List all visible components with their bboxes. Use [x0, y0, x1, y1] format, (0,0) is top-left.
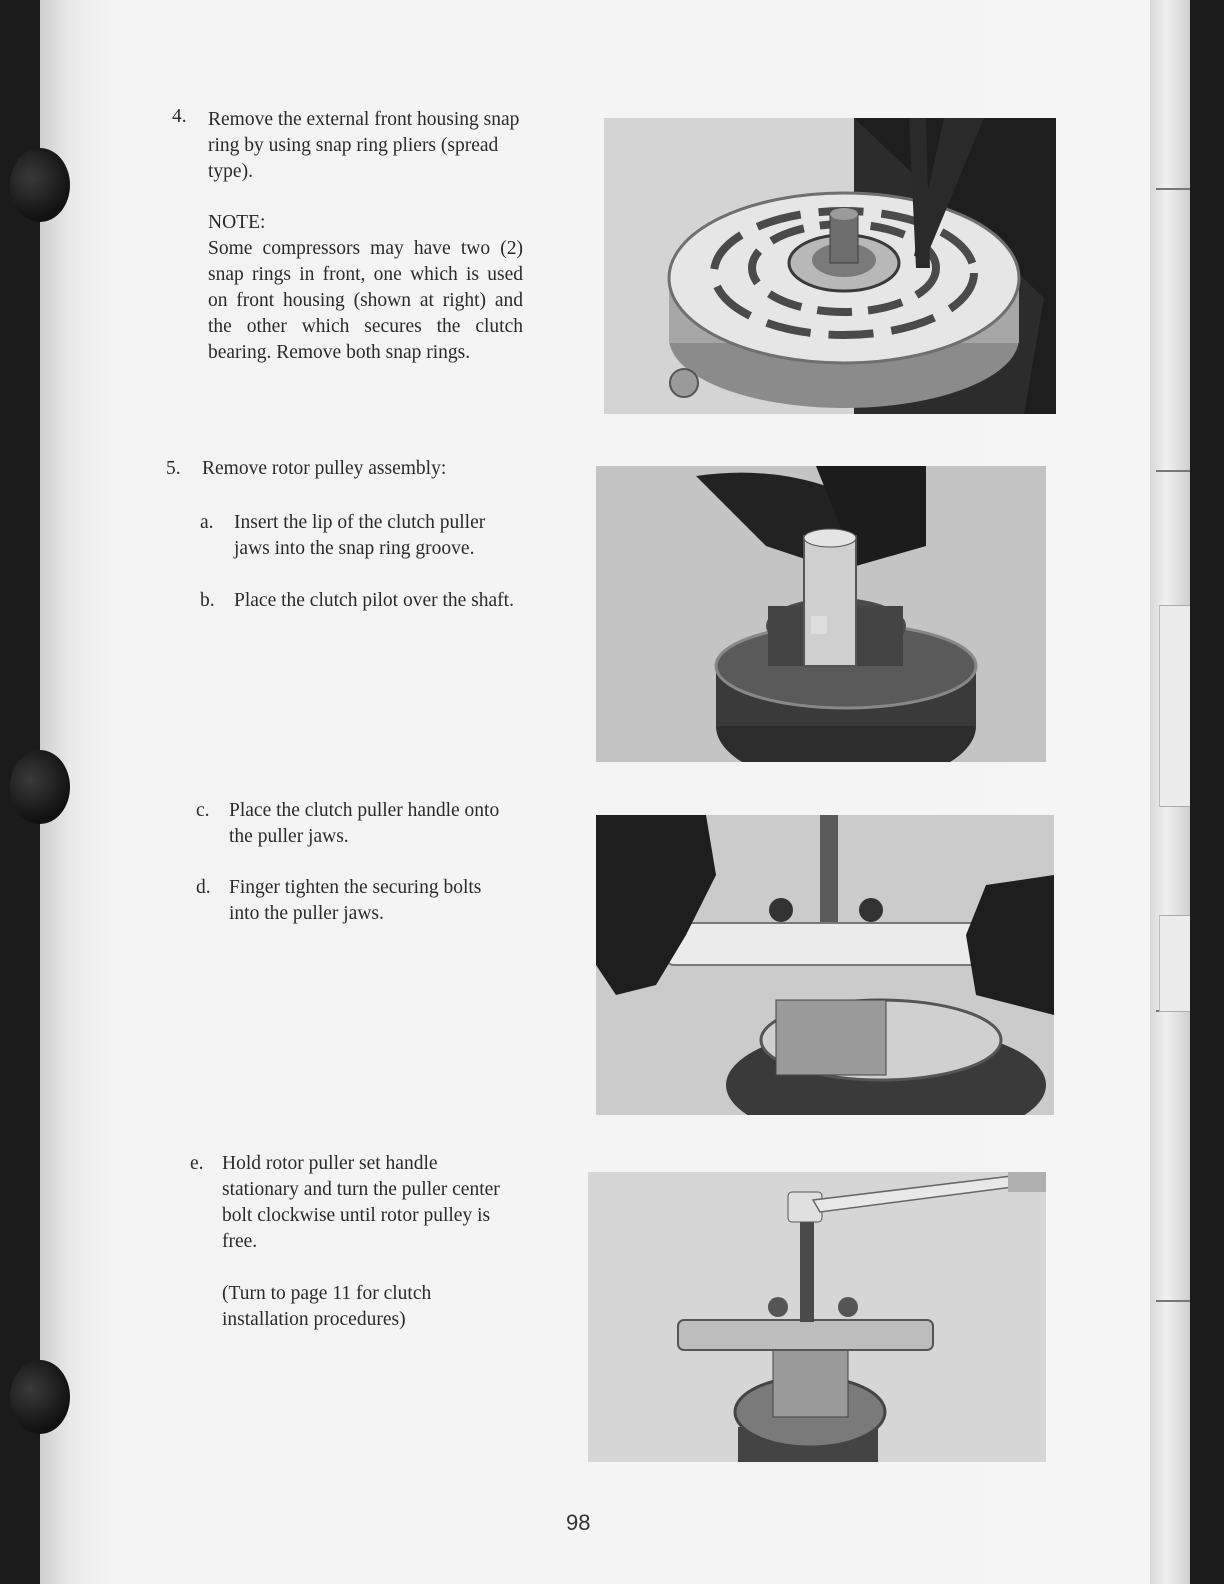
substep-a-letter: a.	[200, 512, 214, 533]
substep-d-letter: d.	[196, 877, 211, 898]
puller-jaws-pilot-photo	[596, 466, 1046, 762]
substep-e-note: (Turn to page 11 for clutch installation procedures)	[222, 1283, 432, 1330]
page-divider	[1156, 1300, 1190, 1302]
page-divider	[1156, 188, 1190, 190]
substep-b-letter: b.	[200, 590, 215, 611]
step-5-text: Remove rotor pulley assembly:	[202, 458, 447, 479]
substep-a-text: Insert the lip of the clutch puller jaws into the snap ring groove.	[234, 512, 486, 559]
puller-handle-photo	[596, 815, 1054, 1115]
index-tab[interactable]	[1159, 605, 1190, 807]
note-text: Some compressors may have two (2) snap rings in front, one which is used on front housing (shown at right) and the other which secures the clutch bearing. Remove both snap rings.	[208, 238, 523, 363]
substep-b-text: Place the clutch pilot over the shaft.	[234, 590, 514, 611]
step-4-text: Remove the external front housing snap ring by using snap ring pliers (spread type).	[208, 109, 520, 182]
substep-e-letter: e.	[190, 1153, 204, 1174]
substep-d-text: Finger tighten the securing bolts into the puller jaws.	[229, 877, 482, 924]
index-tab[interactable]	[1159, 915, 1190, 1012]
substep-c-text: Place the clutch puller handle onto the puller jaws.	[229, 800, 500, 847]
snap-ring-pliers-photo	[604, 118, 1056, 414]
step-5-number: 5.	[166, 458, 181, 479]
substep-e-text: Hold rotor puller set handle stationary and turn the puller center bolt clockwise until rotor pulley is free.	[222, 1153, 500, 1252]
binder-hole	[10, 750, 70, 824]
binder-hole	[10, 1360, 70, 1434]
page-divider	[1156, 470, 1190, 472]
ratchet-center-bolt-photo	[588, 1172, 1046, 1462]
step-4-number: 4.	[172, 106, 187, 127]
substep-c-letter: c.	[196, 800, 210, 821]
binder-hole	[10, 148, 70, 222]
note-label: NOTE:	[208, 212, 266, 233]
page-number: 98	[566, 1510, 591, 1535]
